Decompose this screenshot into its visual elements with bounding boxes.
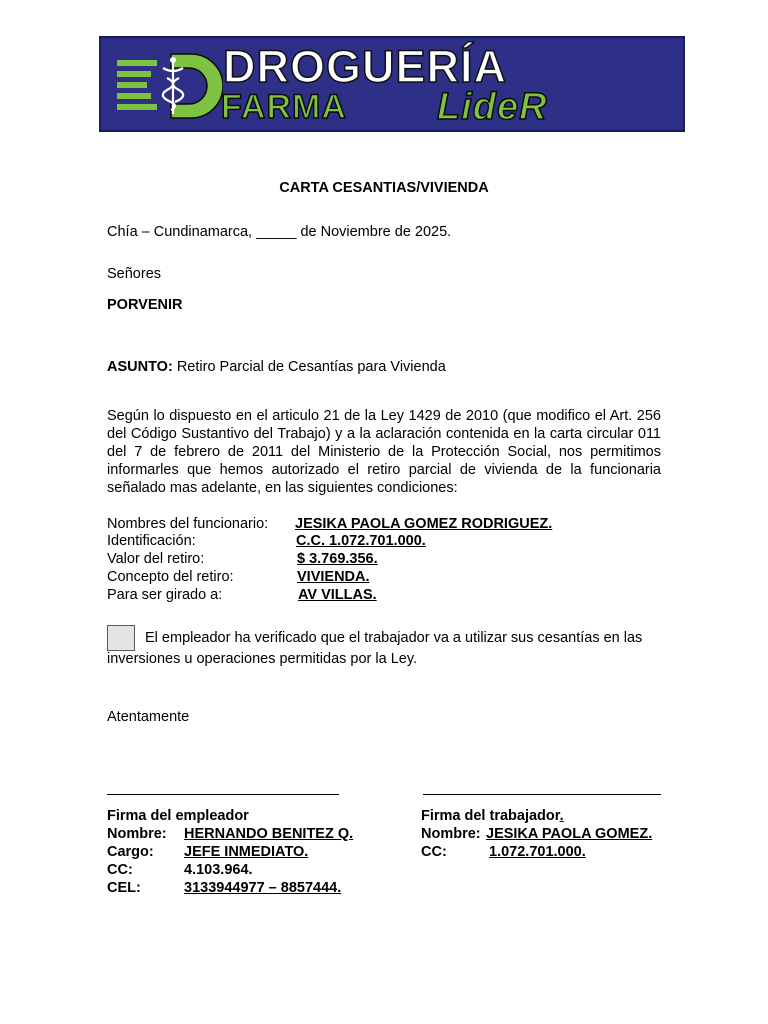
verification-text-line2: inversiones u operaciones permitidas por la Ley. [107,651,418,667]
closing: Atentamente [107,709,190,725]
verification-text-line1: El empleador ha verificado que el trabajador va a utilizar sus cesantías en las [145,630,643,646]
worker-name-value: JESIKA PAOLA GOMEZ. [486,826,653,842]
worker-signature-title [421,808,564,824]
document-title: CARTA CESANTIAS/VIVIENDA [279,180,489,196]
brand-name-lider: LideR [437,86,548,128]
worker-signature-line [423,794,661,795]
caduceus-icon [113,48,223,124]
detail-value: C.C. 1.072.701.000. [296,533,426,549]
worker-cc-label: CC: [421,844,447,860]
employer-cel-label: CEL: [107,880,141,896]
recipient: PORVENIR [107,297,183,313]
worker-cc-value: 1.072.701.000. [489,844,586,860]
employer-name-label: Nombre: [107,826,167,842]
brand-name-farma: FARMA [221,88,347,126]
detail-label: Nombres del funcionario: [107,516,269,532]
worker-signature-title-end: . [559,808,564,824]
employer-cargo-value: JEFE INMEDIATO. [184,844,309,860]
subject-line [107,359,446,375]
place-date: Chía – Cundinamarca, _____ de Noviembre de 2025. [107,224,452,240]
detail-label: Identificación: [107,533,196,549]
employer-name-value: HERNANDO BENITEZ Q. [184,826,354,842]
body-paragraph: Según lo dispuesto en el articulo 21 de la Ley 1429 de 2010 (que modifico el Art. 256 del Código Sustantivo del Trabajo) y a la aclaración contenida en la carta circular 011 del 7 de febrero de 2011 del Ministerio de la Protección Social, nos permitimos informarles que hemos autorizado el retiro parcial de vivienda de la funcionaria señalado mas adelante, en las siguientes condiciones: [107,408,661,496]
subject-label: ASUNTO: [107,359,173,375]
detail-value: $ 3.769.356. [297,551,378,567]
detail-value: VIVIENDA. [297,569,370,585]
employer-cel-value: 3133944977 – 8857444. [184,880,342,896]
worker-signature-title-text: Firma del trabajador [421,808,560,824]
brand-name-top: DROGUERÍA [223,41,508,92]
employer-signature-title: Firma del empleador [107,808,249,824]
salutation: Señores [107,266,162,282]
detail-value: JESIKA PAOLA GOMEZ RODRIGUEZ. [295,516,553,532]
verification-checkbox[interactable] [107,625,135,651]
employer-signature-line [107,794,339,795]
employer-cc-value: 4.103.964. [184,862,253,878]
worker-name-label: Nombre: [421,826,481,842]
header-banner [99,36,685,132]
employer-cargo-label: Cargo: [107,844,154,860]
detail-label: Concepto del retiro: [107,569,234,585]
detail-label: Para ser girado a: [107,587,223,603]
subject-text: Retiro Parcial de Cesantías para Vivienda [172,359,446,375]
detail-value: AV VILLAS. [298,587,377,603]
detail-label: Valor del retiro: [107,551,205,567]
employer-cc-label: CC: [107,862,133,878]
